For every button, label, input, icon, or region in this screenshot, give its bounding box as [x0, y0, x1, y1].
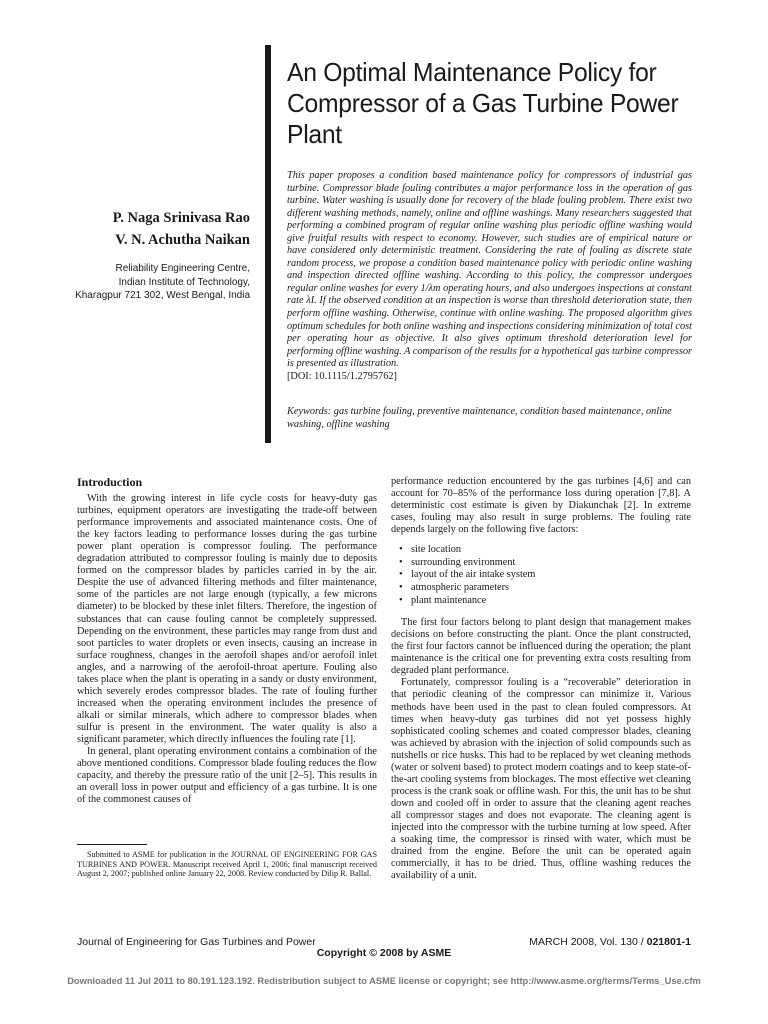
- affiliation-line-3: Kharagpur 721 302, West Bengal, India: [75, 290, 250, 301]
- intro-paragraph-2: In general, plant operating environment contains a combination of the above mentioned conditions. Compressor blade fouling reduces the flow capacity, and thereby the pressure ratio of the unit [2–5]. This results in an overall loss in power output and efficiency of a gas turbine. It is one of the commonest causes of: [77, 746, 377, 806]
- author-list: [113, 207, 250, 251]
- abstract-part-1: This paper proposes a condition based maintenance policy for compressors of industrial gas turbine. Compressor blade fouling contributes a major performance loss in the operation of gas turbine. Water washing is usually done for recovery of the blade fouling problem. There exist two different washing methods, namely, online and offline washings. Many researchers suggested that performing a combined program of regular online washing plus periodic offline washing would give fruitful results with respect to economy. However, such studies are of empirical nature or have considered only deterministic treatment. Considering the rate of fouling as discrete state random process, we propose a condition based maintenance policy with periodic online washing and inspection directed offline washing. According to this policy, the compressor undergoes regular online washes for every 1/: [287, 170, 692, 294]
- section-heading-introduction: Introduction: [77, 475, 143, 489]
- footnote: Submitted to ASME for publication in the JOURNAL OF ENGINEERING FOR GAS TURBINES AND POWER. Manuscript received April 1, 2006; final manuscript received August 2, 2007; published online January 22, 2008. Review conducted by Dilip R. Ballal.: [77, 850, 377, 879]
- affiliation: [75, 262, 250, 303]
- right-paragraph-2: The first four factors belong to plant design that management makes decisions on before constructing the plant. Once the plant constructed, the first four factors cannot be influenced during the operation; the plant maintenance is the critical one for preventing extra costs resulting from degraded plant performance.: [391, 617, 691, 677]
- intro-paragraph-1: With the growing interest in life cycle costs for heavy-duty gas turbines, equipment operators are investigating the trade-off between performance improvements and associated maintenance costs. One of the key factors leading to performance losses during the gas turbine power plant operation is compressor fouling. The performance degradation attributed to compressor fouling is mainly due to deposits formed on the compressor blades by particles carried in by the air. Despite the use of advanced filtering methods and filter maintenance, some of the particles are not large enough (typically, a few microns diameter) to be blocked by these inlet filters. Therefore, the ingestion of substances that can cause fouling cannot be completely suppressed. Depending on the environment, these particles may range from dust and soot particles to water droplets or even insects, causing an increase in surface roughness, changes in the aerofoil shapes and/or aerofoil inlet angles, and a narrowing of the aerofoil-throat aperture. Fouling also takes place when the plant is operating in a sandy or dusty environment, which severely erodes compressor blades. The rate of fouling further increased when the operating environment includes the presence of alkali or similar minerals, which adhere to compressor blades when sulfur is present in the environment. The water quality is also a significant parameter, which directly influences the fouling rate [1].: [77, 493, 377, 745]
- affiliation-line-2: Indian Institute of Technology,: [118, 276, 250, 288]
- journal-name: Journal of Engineering for Gas Turbines and Power: [77, 936, 316, 948]
- abstract-part-3: . If the observed condition at an inspection is worse than threshold deterioration state, then perform offline washing. Otherwise, continue with online washing. The proposed algorithm gives optimum schedules for both online washing and inspections considering minimization of total cost per operating hour as objective. It also gives optimum threshold deterioration level for performing offline washing. A comparison of the results for a hypothetical gas turbine compressor is presented as illustration.: [287, 295, 693, 370]
- right-paragraph-3: Fortunately, compressor fouling is a “recoverable” deterioration in that periodic cleaning of the compressor can minimize it. Various methods have been used in the past to clean fouled compressors. At times when heavy-duty gas turbines did not yet possess highly sophisticated cooling schemes and coated compressor blades, cleaning was achieved by abrasion with the injection of solid compounds such as nutshells or rice husks. This had to be replaced by wet cleaning methods (water or solvent based) to protect modern coatings and to keep state-of-the-art cooling systems from blockages. The most effective wet cleaning process is the crank soak or offline wash. For this, the unit has to be shut down and cooled off in order to assure that the cleaning agent reaches all compressor stages and does not evaporate. The cleaning agent is injected into the compressor with the turbine turning at low speed. After a soaking time, the compressor is rinsed with water, which must be drained from the engine. Before the unit can be operated again commercially, it has to be dried. Thus, offline washing reduces the availability of a unit.: [391, 677, 691, 882]
- abstract-part-2: operating hours, and also undergoes inspections at constant rate: [287, 282, 693, 307]
- issue-date-volume: MARCH 2008, Vol. 130: [529, 936, 638, 948]
- factor-list: [391, 544, 691, 607]
- lambda-m: λm: [428, 282, 441, 294]
- list-item: • surrounding environment: [399, 557, 691, 570]
- list-item: • plant maintenance: [399, 595, 691, 608]
- keywords: Keywords: gas turbine fouling, preventive maintenance, condition based maintenance, online washing, offline washing: [287, 406, 672, 430]
- list-item: • atmospheric parameters: [399, 582, 691, 595]
- author-1: P. Naga Srinivasa Rao: [112, 210, 250, 226]
- affiliation-line-1: Reliability Engineering Centre,: [115, 263, 250, 274]
- download-notice: Downloaded 11 Jul 2011 to 80.191.123.192. Redistribution subject to ASME license or copyright; see http://www.asme.org/terms/Terms_Use.cfm: [67, 976, 701, 986]
- right-paragraph-1: performance reduction encountered by the gas turbines [4,6] and can account for 70–85% of the performance loss during operation [7,8]. A deterministic cost estimate is given by Diakunchak [2]. In extreme cases, fouling may also result in surge problems. The fouling rate depends largely on the following five factors:: [391, 476, 691, 536]
- separator: /: [640, 936, 644, 948]
- left-column: [77, 476, 377, 806]
- lambda-i: λI: [306, 295, 315, 307]
- author-2: V. N. Achutha Naikan: [115, 232, 250, 248]
- paper-title: An Optimal Maintenance Policy for Compressor of a Gas Turbine Power Plant: [287, 57, 679, 149]
- title-rule: [265, 45, 271, 443]
- abstract: [287, 170, 692, 383]
- page-number: 021801-1: [646, 936, 691, 948]
- footnote-rule: [77, 844, 147, 845]
- right-column: [391, 476, 691, 882]
- copyright: Copyright © 2008 by ASME: [316, 947, 452, 959]
- list-item: • layout of the air intake system: [399, 569, 691, 582]
- list-item: • site location: [399, 544, 691, 557]
- doi: [DOI: 10.1115/1.2795762]: [287, 370, 397, 382]
